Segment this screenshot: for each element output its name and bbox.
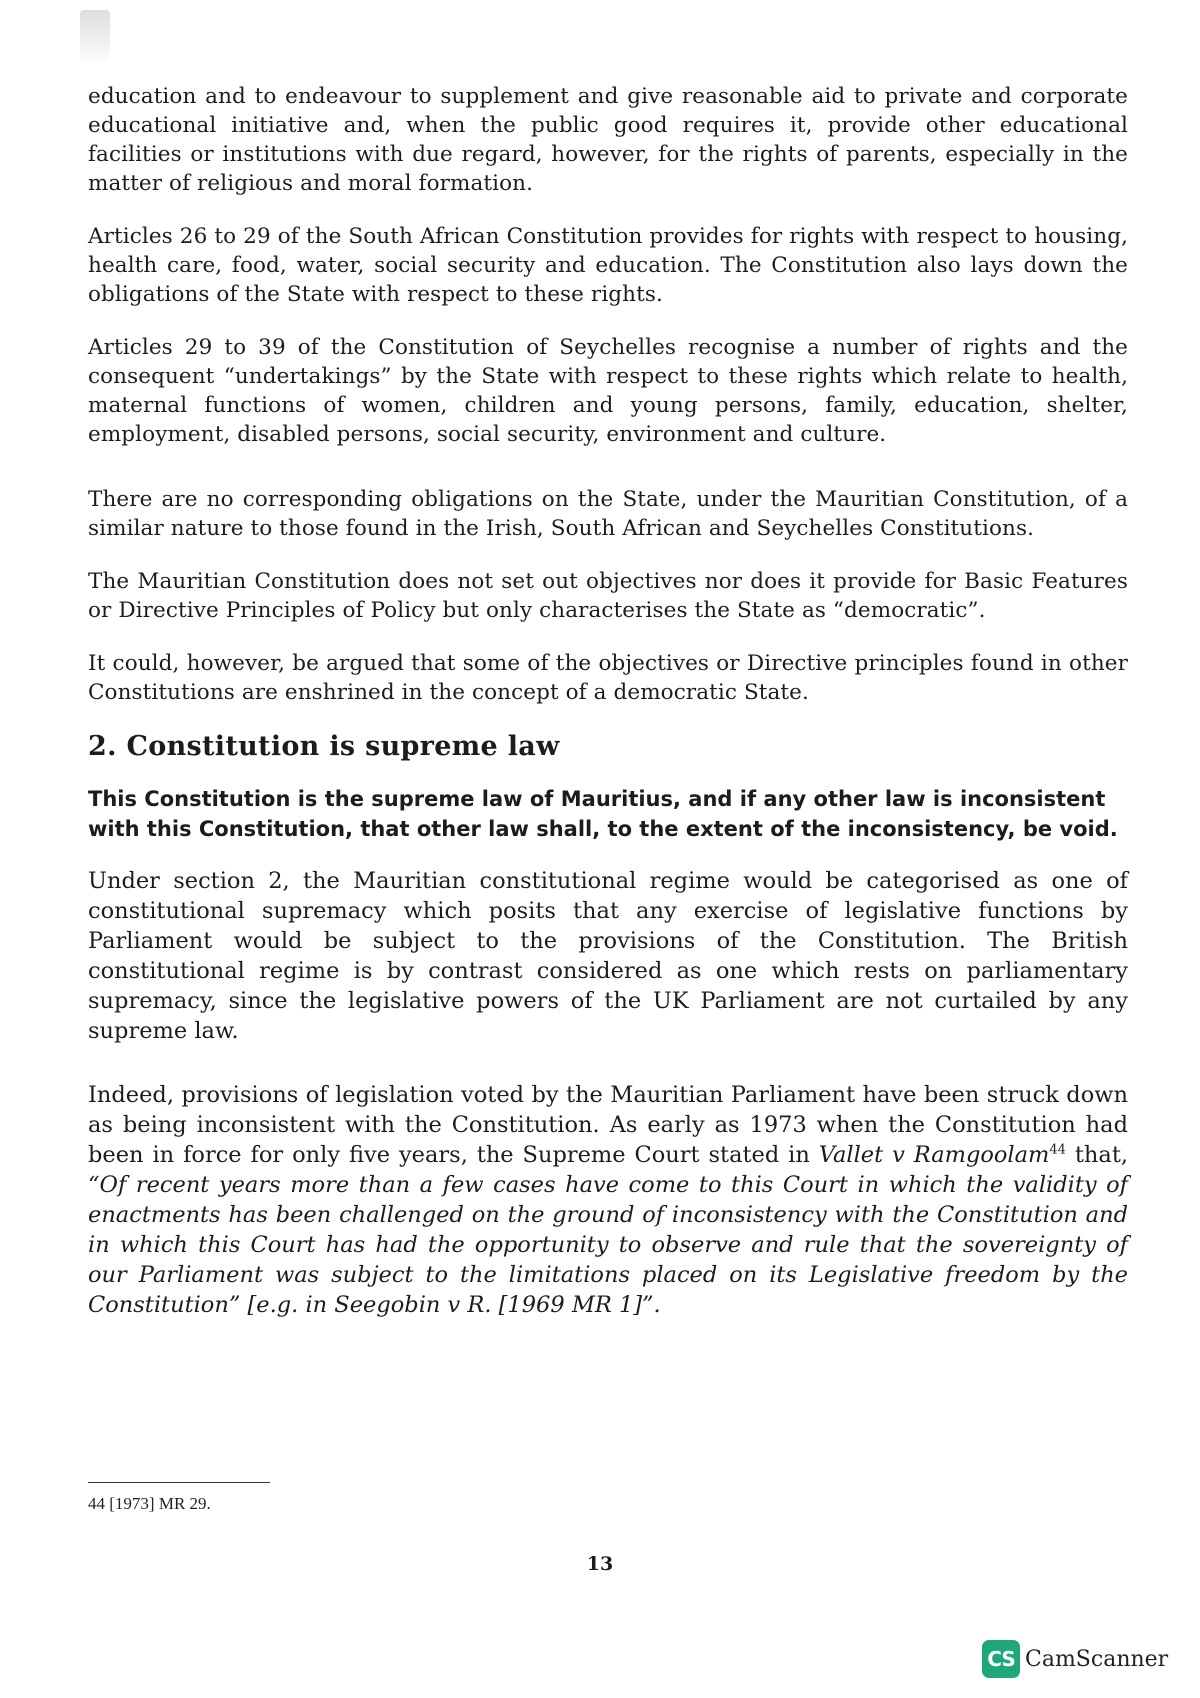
paragraph-south-africa: Articles 26 to 29 of the South African Constitution provides for rights with respect to housing, health care, food, water, social security and education. The Constitution also lays down the obligations of the State with respect to these rights. [88, 224, 1128, 307]
vallet-intro: Indeed, provisions of legislation voted by the Mauritian Parliament have been struck down as being inconsistent with the Constitution. As early as 1973 when the Constitution had been in force for only five years, the Supreme Court stated in [88, 1082, 1128, 1168]
paragraph-seychelles: Articles 29 to 39 of the Constitution of Seychelles recognise a number of rights and the consequent “undertakings” by the State with respect to these rights which relate to health, maternal functions of women, children and young persons, family, education, shelter, employment, disabled persons, social security, environment and culture. [88, 335, 1128, 447]
camscanner-logo-icon: CS [982, 1640, 1020, 1678]
paragraph-education: education and to endeavour to supplement and give reasonable aid to private and corporate educational initiative and, when the public good requires it, provide other educational facilities or institutions with due regard, however, for the rights of parents, especially in the matter of religious and moral formation. [88, 84, 1128, 196]
footnote: 44 [1973] MR 29. [88, 1494, 211, 1513]
paragraph-democratic-state: It could, however, be argued that some of the objectives or Directive principles found in other Constitutions are enshrined in the concept of a democratic State. [88, 651, 1128, 705]
camscanner-name: CamScanner [1025, 1646, 1169, 1672]
constitution-quote: This Constitution is the supreme law of Mauritius, and if any other law is inconsistent with this Constitution, that other law shall, to the extent of the inconsistency, be void. [88, 787, 1118, 841]
vallet-mid: that, [1065, 1142, 1129, 1168]
paragraph-supremacy: Under section 2, the Mauritian constitutional regime would be categorised as one of constitutional supremacy which posits that any exercise of legislative functions by Parliament would be subject to the provisions of the Constitution. The British constitutional regime is by contrast considered as one which rests on parliamentary supremacy, since the legislative powers of the UK Parliament are not curtailed by any supreme law. [88, 868, 1128, 1044]
case-name: Vallet v Ramgoolam [818, 1142, 1050, 1168]
footnote-divider [88, 1482, 270, 1483]
section-heading: 2. Constitution is supreme law [88, 731, 560, 762]
footnote-ref[interactable]: 44 [1049, 1142, 1066, 1158]
paragraph-no-objectives: The Mauritian Constitution does not set out objectives nor does it provide for Basic Features or Directive Principles of Policy but only characterises the State as “democratic”. [88, 569, 1128, 623]
scan-artifact [80, 10, 110, 60]
camscanner-watermark [982, 1640, 1168, 1678]
court-quote: “Of recent years more than a few cases have come to this Court in which the validity of enactments has been challenged on the ground of inconsistency with the Constitution and in which this Court has had the opportunity to observe and rule that the sovereignty of our Parliament was subject to the limitations placed on its Legislative freedom by the Constitution” [e.g. in Seegobin v R. [1969 MR 1]”. [88, 1172, 1128, 1318]
page-number: 13 [586, 1553, 614, 1575]
paragraph-vallet [88, 1080, 1128, 1320]
paragraph-no-obligations: There are no corresponding obligations on the State, under the Mauritian Constitution, of a similar nature to those found in the Irish, South African and Seychelles Constitutions. [88, 487, 1128, 541]
page-body [88, 82, 1128, 1344]
